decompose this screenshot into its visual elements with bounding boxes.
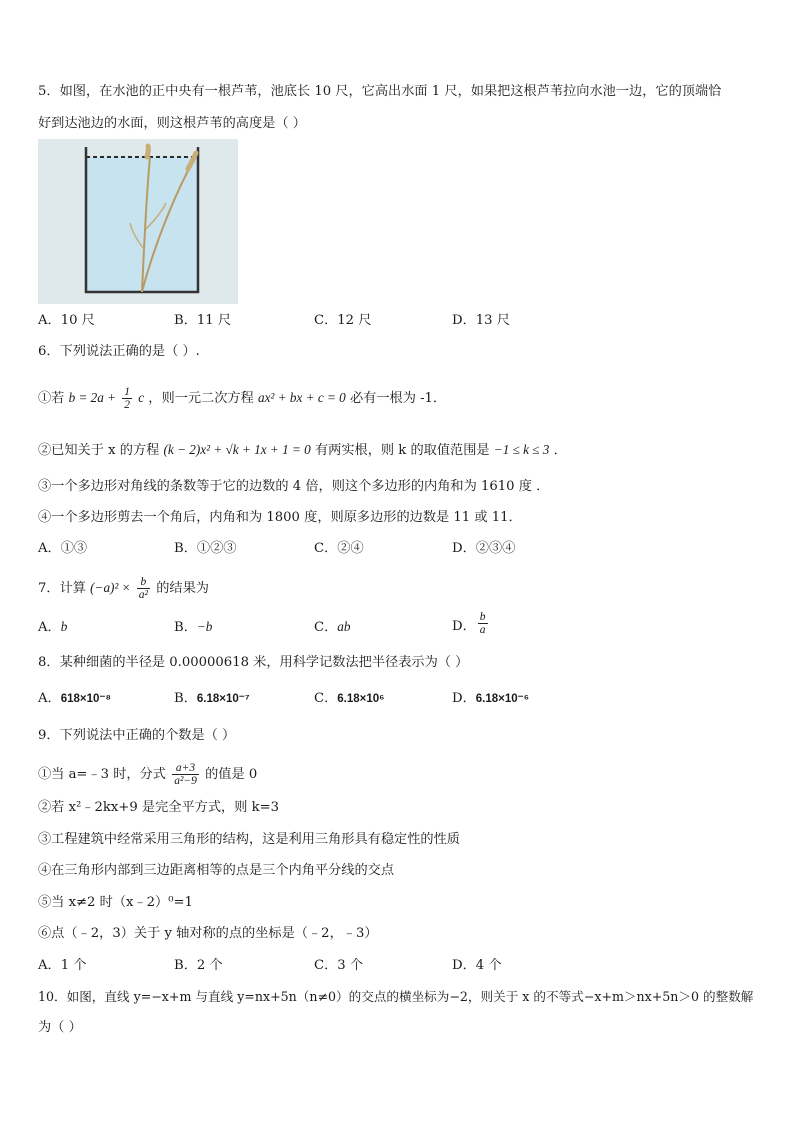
q7-frac-den: a² — [138, 589, 148, 601]
q8-option-b-letter: B． — [174, 691, 197, 706]
q9-option-d[interactable]: D．4 个 — [452, 958, 502, 973]
q8-option-c[interactable] — [314, 689, 384, 709]
q6-option-b[interactable]: B．①②③ — [174, 541, 237, 556]
q6-s2-prefix: ②已知关于 x 的方程 — [38, 443, 160, 458]
q6-s1-fraction — [122, 386, 132, 411]
q7-stem — [38, 576, 209, 601]
q8-option-c-value: 6.18×10⁶ — [337, 693, 385, 705]
q5-stem-line1: 5．如图，在水池的正中央有一根芦苇，池底长 10 尺，它高出水面 1 尺，如果把这根芦苇拉向水池一边，它的顶端恰 — [38, 84, 722, 99]
q9-statement-1 — [38, 762, 257, 787]
q6-statement-3: ③一个多边形对角线的条数等于它的边数的 4 倍，则这个多边形的内角和为 1610 度 ． — [38, 479, 550, 494]
q5-options — [38, 311, 758, 331]
q9-statement-4: ④在三角形内部到三边距离相等的点是三个内角平分线的交点 — [38, 863, 395, 878]
q7-optd-num: b — [479, 611, 486, 623]
q8-option-d[interactable] — [452, 689, 529, 709]
q6-s1-suffix: 必有一根为 -1． — [349, 391, 447, 406]
reed-pond-illustration — [38, 139, 238, 304]
q7-option-a[interactable] — [38, 617, 67, 638]
q6-s1-prefix: ①若 — [38, 391, 65, 406]
q7-suffix: 的结果为 — [156, 581, 209, 596]
q5-option-a[interactable]: A．10 尺 — [38, 313, 95, 328]
q6-s1-expr-c: c — [138, 390, 145, 405]
q8-option-d-letter: D． — [452, 691, 476, 706]
q7-option-b[interactable] — [174, 617, 212, 638]
q7-option-c-letter: C． — [314, 620, 338, 635]
q9-options — [38, 956, 758, 976]
q8-option-a-letter: A． — [38, 691, 61, 706]
q10-stem-line2: 为（ ） — [38, 1020, 82, 1035]
q8-option-b-value: 6.18×10⁻⁷ — [196, 693, 250, 705]
q6-s2-range: −1 ≤ k ≤ 3 — [493, 442, 550, 457]
q7-optd-den: a — [479, 624, 486, 636]
q9-statement-3: ③工程建筑中经常采用三角形的结构，这是利用三角形具有稳定性的性质 — [38, 832, 460, 847]
q5-option-b[interactable]: B．11 尺 — [174, 313, 232, 328]
q7-option-d[interactable] — [452, 611, 490, 637]
q9-s1-fraction — [172, 762, 199, 787]
q9-s1-suffix: 的值是 0 — [205, 767, 258, 782]
q7-prefix: 7．计算 — [38, 581, 86, 596]
q9-s1-frac-den: a²−9 — [174, 775, 197, 787]
q7-options — [38, 611, 758, 637]
q7-frac-num: b — [137, 576, 150, 589]
q9-s1-prefix: ①当 a=﹣3 时，分式 — [38, 767, 166, 782]
q9-option-b[interactable]: B．2 个 — [174, 958, 223, 973]
q6-options — [38, 539, 758, 559]
q8-options — [38, 689, 758, 709]
q6-statement-2 — [38, 440, 567, 461]
q9-s1-frac-num: a+3 — [172, 762, 199, 775]
q7-option-d-fraction — [478, 611, 488, 636]
q6-option-a[interactable]: A．①③ — [38, 541, 88, 556]
q9-option-c[interactable]: C．3 个 — [314, 958, 364, 973]
q7-option-b-letter: B． — [174, 620, 197, 635]
q8-option-a[interactable] — [38, 689, 111, 709]
reed-tip-vertical — [147, 146, 148, 157]
q6-s1-frac-num: 1 — [124, 386, 131, 398]
q7-option-a-letter: A． — [38, 620, 61, 635]
q8-option-b[interactable] — [174, 689, 250, 709]
q10-stem-line1: 10．如图，直线 y=−x+m 与直线 y=nx+5n（n≠0）的交点的横坐标为−2，则关于 x 的不等式−x+m＞nx+5n＞0 的整数解 — [38, 989, 754, 1004]
q6-s2-suffix: ． — [553, 443, 567, 458]
q9-statement-6: ⑥点（﹣2，3）关于 y 轴对称的点的坐标是（﹣2，﹣3） — [38, 926, 378, 941]
q8-option-c-letter: C． — [314, 691, 338, 706]
q7-option-d-letter: D． — [452, 619, 476, 634]
q7-expression: (−a)² × — [90, 580, 131, 595]
q5-option-c[interactable]: C．12 尺 — [314, 313, 372, 328]
q6-option-c[interactable]: C．②④ — [314, 541, 364, 556]
q7-option-c-value: ab — [337, 619, 351, 634]
q8-option-d-value: 6.18×10⁻⁶ — [475, 693, 530, 705]
q5-option-d[interactable]: D．13 尺 — [452, 313, 510, 328]
q7-fraction — [137, 576, 150, 601]
q6-s2-middle: 有两实根，则 k 的取值范围是 — [314, 443, 490, 458]
q6-stem: 6．下列说法正确的是（ ）. — [38, 344, 200, 359]
q7-option-a-value: b — [60, 619, 68, 634]
q6-statement-4: ④一个多边形剪去一个角后，内角和为 1800 度，则原多边形的边数是 11 或 11． — [38, 510, 522, 525]
q9-stem: 9．下列说法中正确的个数是（ ） — [38, 728, 236, 743]
q9-statement-2: ②若 x²﹣2kx+9 是完全平方式，则 k=3 — [38, 800, 280, 815]
q6-s1-expr: b = 2a + — [68, 390, 117, 405]
q9-statement-5: ⑤当 x≠2 时（x﹣2）⁰=1 — [38, 895, 193, 910]
q7-option-b-value: −b — [196, 619, 213, 634]
q6-statement-1 — [38, 386, 446, 411]
q6-s1-middle: ，则一元二次方程 — [148, 391, 254, 406]
reed-pond-figure — [38, 139, 238, 304]
q6-option-d[interactable]: D．②③④ — [452, 541, 516, 556]
q7-option-c[interactable] — [314, 617, 350, 638]
q6-s1-equation: ax² + bx + c = 0 — [257, 390, 346, 405]
q8-stem: 8．某种细菌的半径是 0.00000618 米，用科学记数法把半径表示为（ ） — [38, 655, 469, 670]
q6-s2-equation: (k − 2)x² + √k + 1x + 1 = 0 — [163, 442, 311, 457]
q9-option-a[interactable]: A．1 个 — [38, 958, 87, 973]
q6-s1-frac-den: 2 — [124, 399, 131, 411]
q8-option-a-value: 618×10⁻⁸ — [60, 693, 111, 705]
q5-stem-line2: 好到达池边的水面，则这根芦苇的高度是（ ） — [38, 116, 306, 131]
